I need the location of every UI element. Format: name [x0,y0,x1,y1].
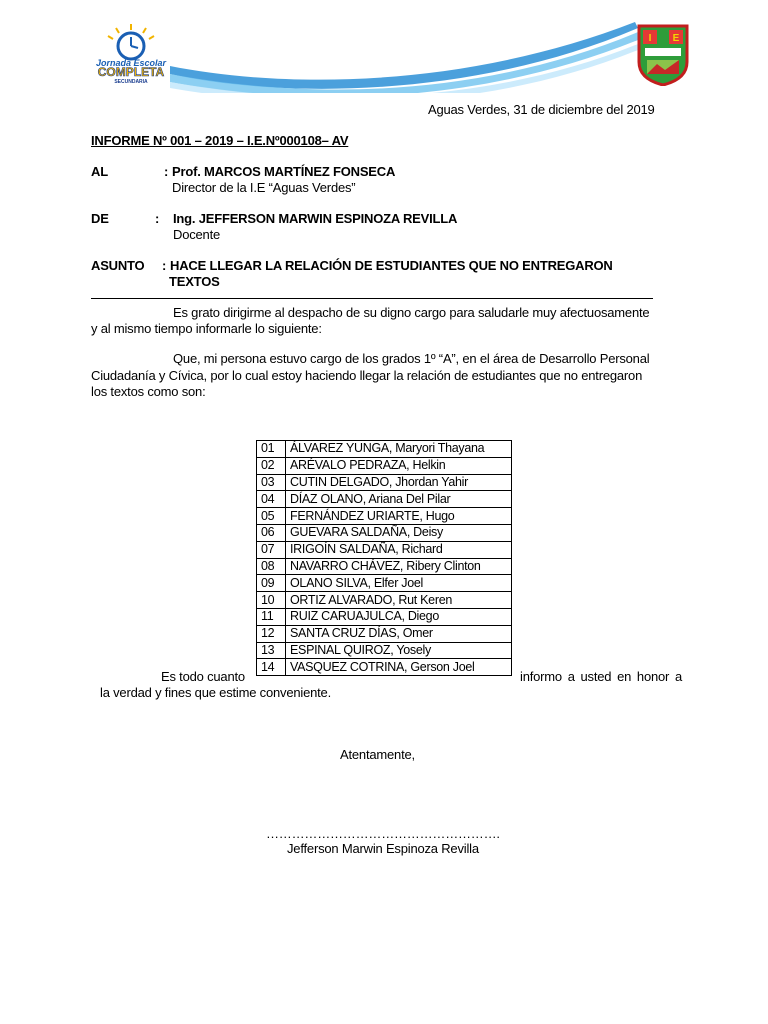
paragraph-2-line-3: los textos como son: [91,384,206,399]
from-colon: : [155,211,160,226]
paragraph-1-line-1: Es grato dirigirme al despacho de su digno cargo para saludarle muy afectuosamente [173,305,650,320]
table-row [257,508,512,525]
student-name: FERNÁNDEZ URIARTE, Hugo [286,508,512,525]
student-number: 14 [257,659,286,676]
student-name: NAVARRO CHÁVEZ, Ribery Clinton [286,558,512,575]
student-name: ARÉVALO PEDRAZA, Helkin [286,457,512,474]
subject-line-1: HACE LLEGAR LA RELACIÓN DE ESTUDIANTES QUE NO ENTREGARON [170,258,613,273]
student-number: 07 [257,541,286,558]
table-row [257,625,512,642]
student-number: 05 [257,508,286,525]
signature-line: ………………………………………………. [266,826,500,841]
paragraph-2-line-2: Ciudadanía y Cívica, por lo cual estoy haciendo llegar la relación de estudiantes que no entregaron [91,368,643,383]
to-colon: : [164,164,169,179]
student-name: ORTIZ ALVARADO, Rut Keren [286,592,512,609]
to-position: Director de la I.E “Aguas Verdes” [172,180,356,195]
table-row [257,457,512,474]
paragraph-2-line-1: Que, mi persona estuvo cargo de los grados 1º “A”, en el área de Desarrollo Personal [173,351,650,366]
student-name: OLANO SILVA, Elfer Joel [286,575,512,592]
svg-text:E: E [672,33,680,44]
to-name: Prof. MARCOS MARTÍNEZ FONSECA [172,164,396,179]
student-number: 02 [257,457,286,474]
subject-line-2: TEXTOS [169,274,220,289]
to-label: AL [91,164,108,179]
table-row [257,491,512,508]
school-crest-icon [635,22,691,86]
student-number: 01 [257,441,286,458]
farewell: Atentamente, [340,747,415,762]
place-date: Aguas Verdes, 31 de diciembre del 2019 [428,102,655,117]
table-row [257,592,512,609]
student-name: GUEVARA SALDAÑA, Deisy [286,524,512,541]
student-number: 13 [257,642,286,659]
from-label: DE [91,211,109,226]
table-row [257,441,512,458]
header-wave-decoration [160,18,640,93]
student-name: SANTA CRUZ DÍAS, Omer [286,625,512,642]
from-position: Docente [173,227,221,242]
closing-right: informo a usted en honor a [520,669,682,684]
student-number: 09 [257,575,286,592]
student-number: 08 [257,558,286,575]
paragraph-1-line-2: y al mismo tiempo informarle lo siguiente: [91,321,322,336]
table-row [257,541,512,558]
svg-text:SECUNDARIA: SECUNDARIA [114,79,148,84]
subject-label: ASUNTO [91,258,145,273]
svg-text:Jornada Escolar: Jornada Escolar [95,58,167,68]
table-row [257,474,512,491]
student-number: 11 [257,608,286,625]
student-name: VASQUEZ COTRINA, Gerson Joel [286,659,512,676]
closing-line-2: la verdad y fines que estime conveniente. [100,685,331,700]
table-row [257,642,512,659]
student-name: ÁLVAREZ YUNGA, Maryori Thayana [286,441,512,458]
student-number: 06 [257,524,286,541]
table-row [257,608,512,625]
from-name: Ing. JEFFERSON MARWIN ESPINOZA REVILLA [173,211,458,226]
separator-line [91,298,653,299]
report-title: INFORME Nº 001 – 2019 – I.E.Nº000108– AV [91,133,349,148]
student-name: IRIGOÍN SALDAÑA, Richard [286,541,512,558]
student-number: 04 [257,491,286,508]
subject-colon: : [162,258,167,273]
signature-name: Jefferson Marwin Espinoza Revilla [287,841,479,856]
student-number: 12 [257,625,286,642]
table-row [257,524,512,541]
svg-text:I: I [648,33,652,44]
student-number: 10 [257,592,286,609]
student-name: ESPINAL QUIROZ, Yosely [286,642,512,659]
table-row [257,659,512,676]
student-number: 03 [257,474,286,491]
student-name: RUIZ CARUAJULCA, Diego [286,608,512,625]
student-name: DÍAZ OLANO, Ariana Del Pilar [286,491,512,508]
svg-text:COMPLETA: COMPLETA [97,65,165,79]
students-table [256,440,512,676]
student-name: CUTIN DELGADO, Jhordan Yahir [286,474,512,491]
table-row [257,558,512,575]
closing-left: Es todo cuanto [161,669,245,684]
table-row [257,575,512,592]
